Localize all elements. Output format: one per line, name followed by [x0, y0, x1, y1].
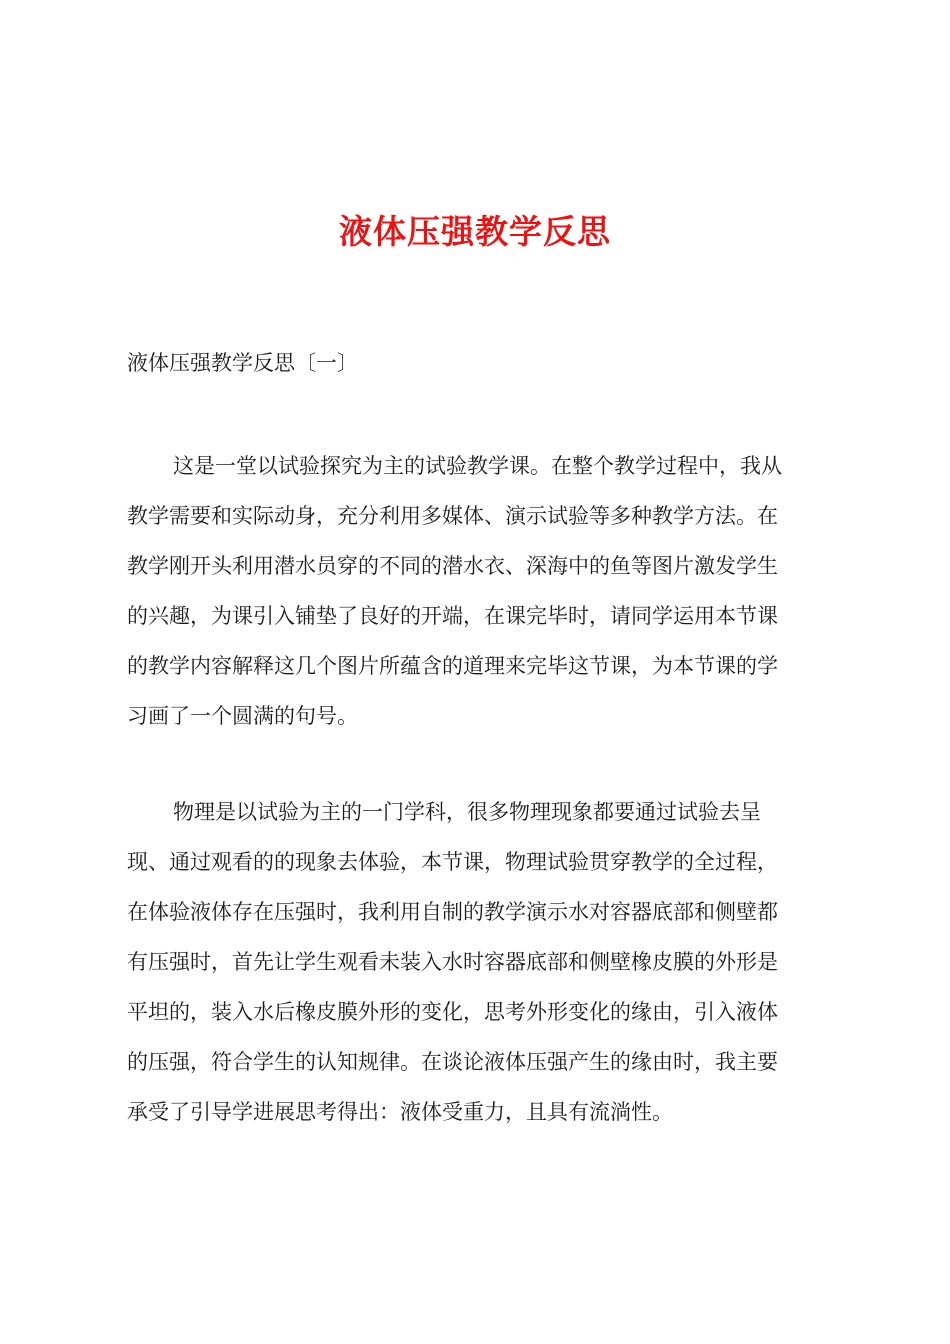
paragraph-line: 教学需要和实际动身，充分利用多媒体、演示试验等多种教学方法。在 [127, 504, 778, 528]
paragraph-line: 平坦的，装入水后橡皮膜外形的变化，思考外形变化的缘由，引入液体 [127, 1000, 778, 1024]
paragraph-line: 这是一堂以试验探究为主的试验教学课。在整个教学过程中，我从 [173, 454, 782, 478]
paragraph-line: 的压强，符合学生的认知规律。在谈论液体压强产生的缘由时，我主要 [127, 1050, 778, 1074]
paragraph-1 [127, 441, 827, 741]
paragraph-line: 在体验液体存在压强时，我利用自制的教学演示水对容器底部和侧壁都 [127, 900, 778, 924]
document-title: 液体压强教学反思 [339, 212, 611, 251]
section-heading: 液体压强教学反思〔一〕 [127, 351, 358, 375]
paragraph-line: 习画了一个圆满的句号。 [127, 704, 358, 728]
paragraph-line: 的兴趣，为课引入铺垫了良好的开端，在课完毕时，请同学运用本节课 [127, 604, 778, 628]
paragraph-line: 教学刚开头利用潜水员穿的不同的潜水衣、深海中的鱼等图片激发学生 [127, 554, 778, 578]
paragraph-line: 有压强时，首先让学生观看未装入水时容器底部和侧壁橡皮膜的外形是 [127, 950, 778, 974]
paragraph-line: 现、通过观看的的现象去体验，本节课，物理试验贯穿教学的全过程， [127, 850, 778, 874]
paragraph-line: 承受了引导学进展思考得出：液体受重力，且具有流淌性。 [127, 1100, 673, 1124]
paragraph-line: 物理是以试验为主的一门学科，很多物理现象都要通过试验去呈 [173, 800, 761, 824]
paragraph-line: 的教学内容解释这几个图片所蕴含的道理来完毕这节课，为本节课的学 [127, 654, 778, 678]
paragraph-2 [127, 787, 827, 1137]
